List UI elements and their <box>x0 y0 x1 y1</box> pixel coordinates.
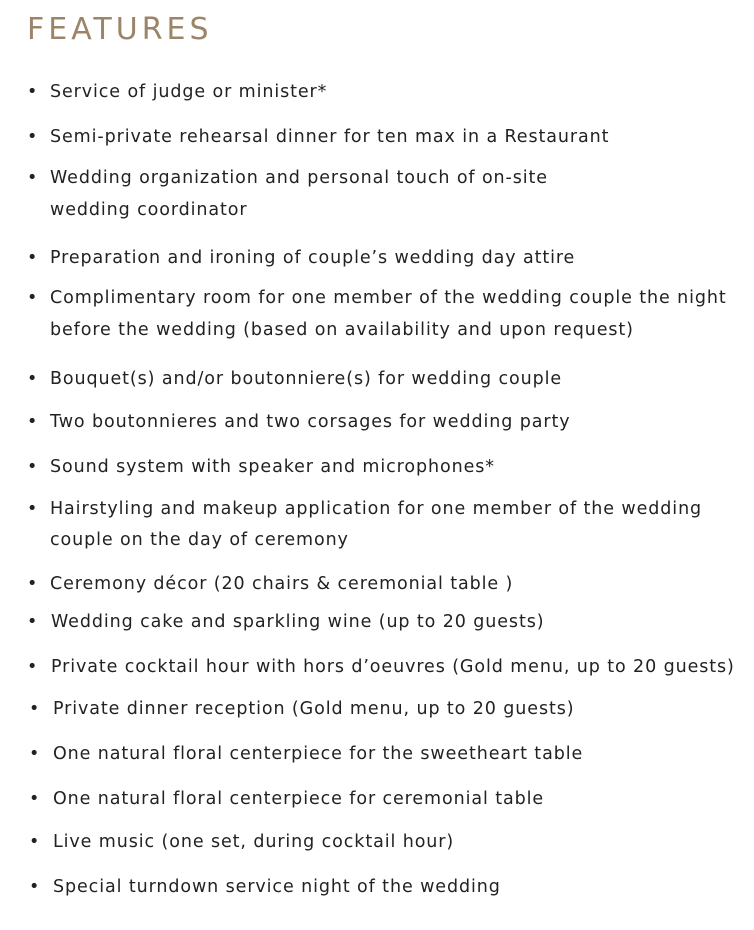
bullet-icon: • <box>27 127 39 147</box>
feature-text: Two boutonnieres and two corsages for wedding party <box>50 412 571 432</box>
list-item <box>0 493 740 557</box>
feature-text: One natural floral centerpiece for ceremonial table <box>53 789 545 809</box>
feature-text: Preparation and ironing of couple’s wedding day attire <box>50 248 576 268</box>
bullet-icon: • <box>29 789 41 809</box>
feature-text: Private cocktail hour with hors d’oeuvres (Gold menu, up to 20 guests) <box>51 657 735 677</box>
feature-text: Bouquet(s) and/or boutonniere(s) for wedding couple <box>50 369 563 389</box>
feature-text-line-1: Wedding organization and personal touch of on-site <box>50 168 548 188</box>
list-item <box>0 162 740 226</box>
list-item <box>0 282 740 346</box>
bullet-icon: • <box>29 744 41 764</box>
bullet-icon: • <box>27 499 39 519</box>
feature-text-line-2: before the wedding (based on availability and upon request) <box>50 320 634 340</box>
feature-text: Live music (one set, during cocktail hour) <box>53 832 455 852</box>
bullet-icon: • <box>27 369 39 389</box>
bullet-icon: • <box>27 612 39 632</box>
bullet-icon: • <box>29 877 41 897</box>
bullet-icon: • <box>27 248 39 268</box>
bullet-icon: • <box>29 699 41 719</box>
feature-text: Wedding cake and sparkling wine (up to 20 guests) <box>51 612 545 632</box>
feature-text-line-2: wedding coordinator <box>50 200 248 220</box>
feature-text: Ceremony décor (20 chairs & ceremonial table ) <box>50 574 514 594</box>
bullet-icon: • <box>27 288 39 308</box>
bullet-icon: • <box>27 168 39 188</box>
feature-text: Semi-private rehearsal dinner for ten max in a Restaurant <box>50 127 610 147</box>
feature-text-line-1: Hairstyling and makeup application for one member of the wedding <box>50 499 703 519</box>
feature-text-line-1: Complimentary room for one member of the wedding couple the night <box>50 288 727 308</box>
feature-text: Service of judge or minister* <box>50 82 328 102</box>
bullet-icon: • <box>27 457 39 477</box>
feature-text: One natural floral centerpiece for the sweetheart table <box>53 744 584 764</box>
bullet-icon: • <box>27 657 39 677</box>
bullet-icon: • <box>27 574 39 594</box>
bullet-icon: • <box>27 82 39 102</box>
bullet-icon: • <box>27 412 39 432</box>
feature-text-line-2: couple on the day of ceremony <box>50 530 349 550</box>
page-title: FEATURES <box>27 12 213 47</box>
bullet-icon: • <box>29 832 41 852</box>
feature-text: Private dinner reception (Gold menu, up to 20 guests) <box>53 699 575 719</box>
feature-text: Special turndown service night of the wedding <box>53 877 501 897</box>
feature-text: Sound system with speaker and microphones* <box>50 457 495 477</box>
